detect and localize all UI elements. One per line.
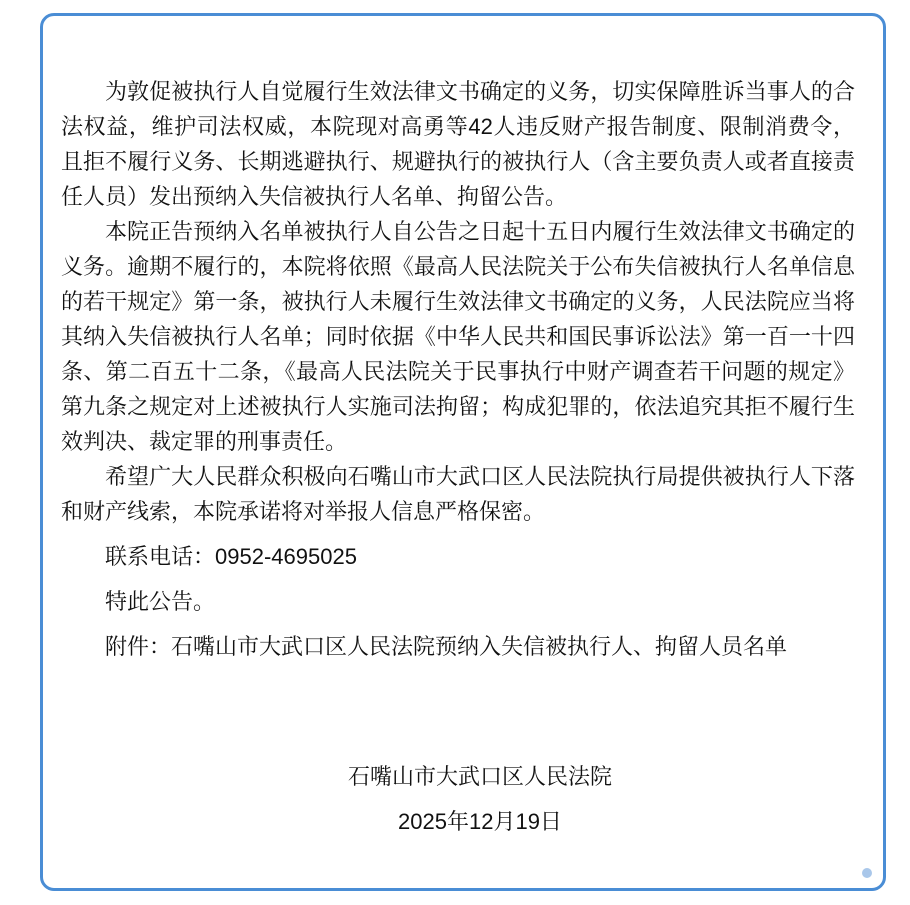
contact-label: 联系电话：: [105, 544, 216, 569]
attachment-line: 附件：石嘴山市大武口区人民法院预纳入失信被执行人、拘留人员名单: [105, 634, 788, 659]
notice-paragraph-purpose: 为敦促被执行人自觉履行生效法律文书确定的义务，切实保障胜诉当事人的合法权益，维护司法权威，本院现对高勇等42人违反财产报告制度、限制消费令，且拒不履行义务、长期逃避执行、规避执行的被执行人（含主要负责人或者直接责任人员）发出预纳入失信被执行人名单、拘留公告。: [61, 79, 855, 209]
decorative-dot: [862, 868, 872, 878]
signature-block: [61, 754, 855, 844]
closing-line: 特此公告。: [105, 589, 216, 614]
contact-line: [61, 539, 855, 574]
contact-phone: 0952-4695025: [215, 544, 357, 569]
signature-date: 2025年12月19日: [398, 809, 562, 834]
notice-paragraph-legal-basis: 本院正告预纳入名单被执行人自公告之日起十五日内履行生效法律文书确定的义务。逾期不履行的，本院将依照《最高人民法院关于公布失信被执行人名单信息的若干规定》第一条，被执行人未履行生效法律文书确定的义务，人民法院应当将其纳入失信被执行人名单；同时依据《中华人民共和国民事诉讼法》第一百一十四条、第二百五十二条，《最高人民法院关于民事执行中财产调查若干问题的规定》第九条之规定对上述被执行人实施司法拘留；构成犯罪的，依法追究其拒不履行生效判决、裁定罪的刑事责任。: [61, 219, 855, 454]
signature-court: 石嘴山市大武口区人民法院: [347, 764, 612, 789]
notice-card: [40, 13, 886, 891]
notice-paragraph-appeal: 希望广大人民群众积极向石嘴山市大武口区人民法院执行局提供被执行人下落和财产线索，本院承诺将对举报人信息严格保密。: [61, 464, 855, 524]
